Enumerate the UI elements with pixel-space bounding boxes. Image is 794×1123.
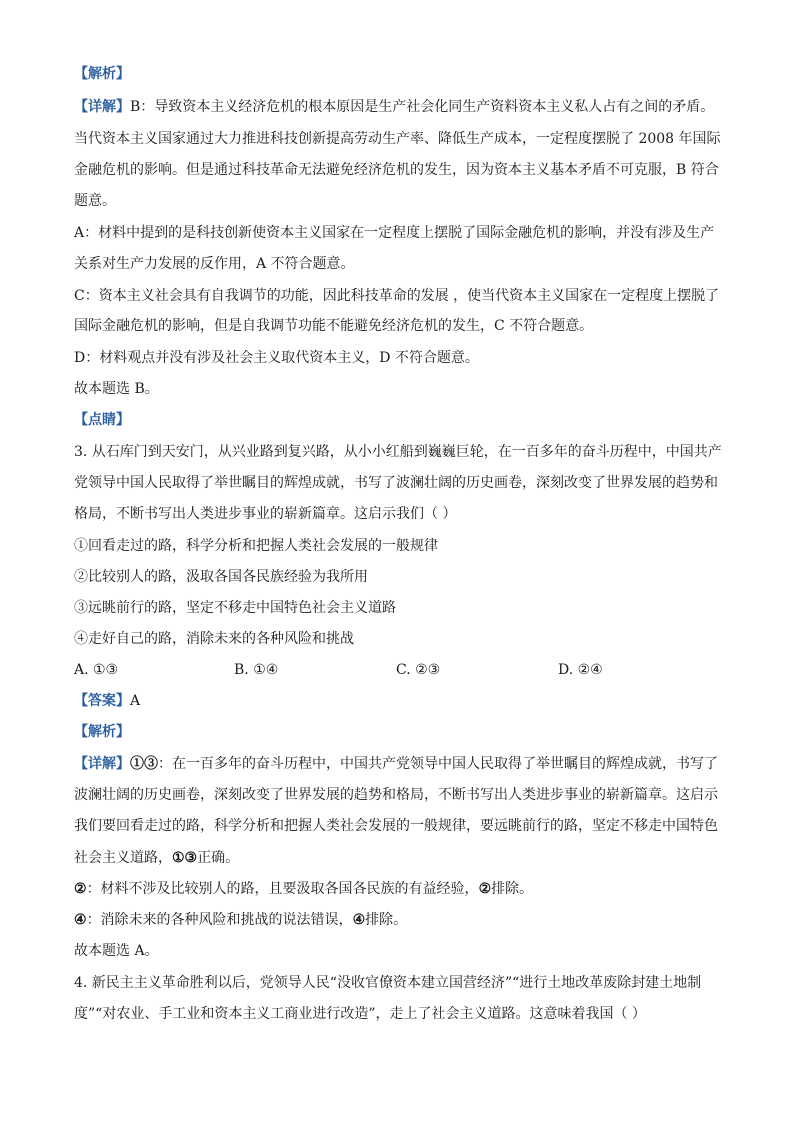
q3-detail-line-3: 我们要回看走过的路，科学分析和把握人类社会发展的一般规律，要远眺前行的路，坚定不移走中国特色 (74, 818, 718, 834)
q2-analysis-heading: 【解析】 (74, 66, 130, 82)
q3-item-1: ①回看走过的路，科学分析和把握人类社会发展的一般规律 (74, 538, 438, 554)
q3-detail-line-2: 波澜壮阔的历史画卷，深刻改变了世界发展的趋势和格局，不断书写出人类进步事业的崭新篇章。这启示 (74, 787, 718, 803)
q2-detail-line-7: C：资本主义社会具有自我调节的功能，因此科技革命的发展 ，使当代资本主义国家在一定程度上摆脱了 (74, 288, 720, 304)
q3-answer: 【答案】A (74, 693, 141, 709)
q3-stem-line-1: 3. 从石库门到天安门，从兴业路到复兴路，从小小红船到巍巍巨轮，在一百多年的奋斗历程中，中国共产 (74, 444, 722, 460)
q3-detail-line-1: 【详解】①③：在一百多年的奋斗历程中，中国共产党领导中国人民取得了举世瞩目的辉煌成就，书写了 (74, 756, 718, 772)
q2-detail-line-3: 金融危机的影响。但是通过科技革命无法避免经济危机的发生，因为资本主义基本矛盾不可克服，B 符合 (74, 162, 719, 178)
q3-stem-line-2: 党领导中国人民取得了举世瞩目的辉煌成就，书写了波澜壮阔的历史画卷，深刻改变了世界发展的趋势和 (74, 475, 718, 491)
q2-conclusion: 故本题选 B。 (74, 381, 159, 397)
q2-detail-line-1: 【详解】B：导致资本主义经济危机的根本原因是生产社会化同生产资料资本主义私人占有之间的矛盾。 (74, 99, 715, 115)
q3-option-a: A. ①③ (74, 662, 119, 678)
q4-stem-line-1: 4. 新民主主义革命胜利以后，党领导人民“没收官僚资本建立国营经济”“进行土地改革废除封建土地制 (74, 975, 702, 991)
q3-conclusion: 故本题选 A。 (74, 943, 159, 959)
q4-stem-line-2: 度”“对农业、手工业和资本主义工商业进行改造”，走上了社会主义道路。这意味着我国（ ） (74, 1006, 646, 1022)
q3-item-3: ③远眺前行的路，坚定不移走中国特色社会主义道路 (74, 600, 396, 616)
q2-remark-heading: 【点睛】 (74, 412, 130, 428)
q3-detail-line-5: ②：材料不涉及比较别人的路，且要汲取各国各民族的有益经验，②排除。 (74, 881, 534, 897)
q2-detail-line-9: D：材料观点并没有涉及社会主义取代资本主义，D 不符合题意。 (74, 350, 479, 366)
q3-analysis-heading: 【解析】 (74, 724, 130, 740)
q2-detail-line-4: 题意。 (74, 193, 116, 209)
q2-detail-line-5: A：材料中提到的是科技创新使资本主义国家在一定程度上摆脱了国际金融危机的影响，并没有涉及生产 (74, 225, 715, 241)
q3-option-b: B. ①④ (234, 662, 279, 678)
q3-detail-line-6: ④：消除未来的各种风险和挑战的说法错误，④排除。 (74, 912, 408, 928)
q3-option-c: C. ②③ (396, 662, 441, 678)
q2-detail-line-8: 国际金融危机的影响，但是自我调节功能不能避免经济危机的发生，C 不符合题意。 (74, 318, 594, 334)
q3-option-d: D. ②④ (558, 662, 603, 678)
q3-item-2: ②比较别人的路，汲取各国各民族经验为我所用 (74, 569, 368, 585)
q3-options (74, 660, 724, 680)
q3-item-4: ④走好自己的路，消除未来的各种风险和挑战 (74, 631, 354, 647)
q3-detail-line-4: 社会主义道路，①③正确。 (74, 850, 240, 866)
q3-stem-line-3: 格局，不断书写出人类进步事业的崭新篇章。这启示我们（ ） (74, 506, 457, 522)
q2-detail-line-6: 关系对生产力发展的反作用，A 不符合题意。 (74, 256, 355, 272)
q2-detail-line-2: 当代资本主义国家通过大力推进科技创新提高劳动生产率、降低生产成本，一定程度摆脱了 2008 年国际 (74, 131, 721, 147)
